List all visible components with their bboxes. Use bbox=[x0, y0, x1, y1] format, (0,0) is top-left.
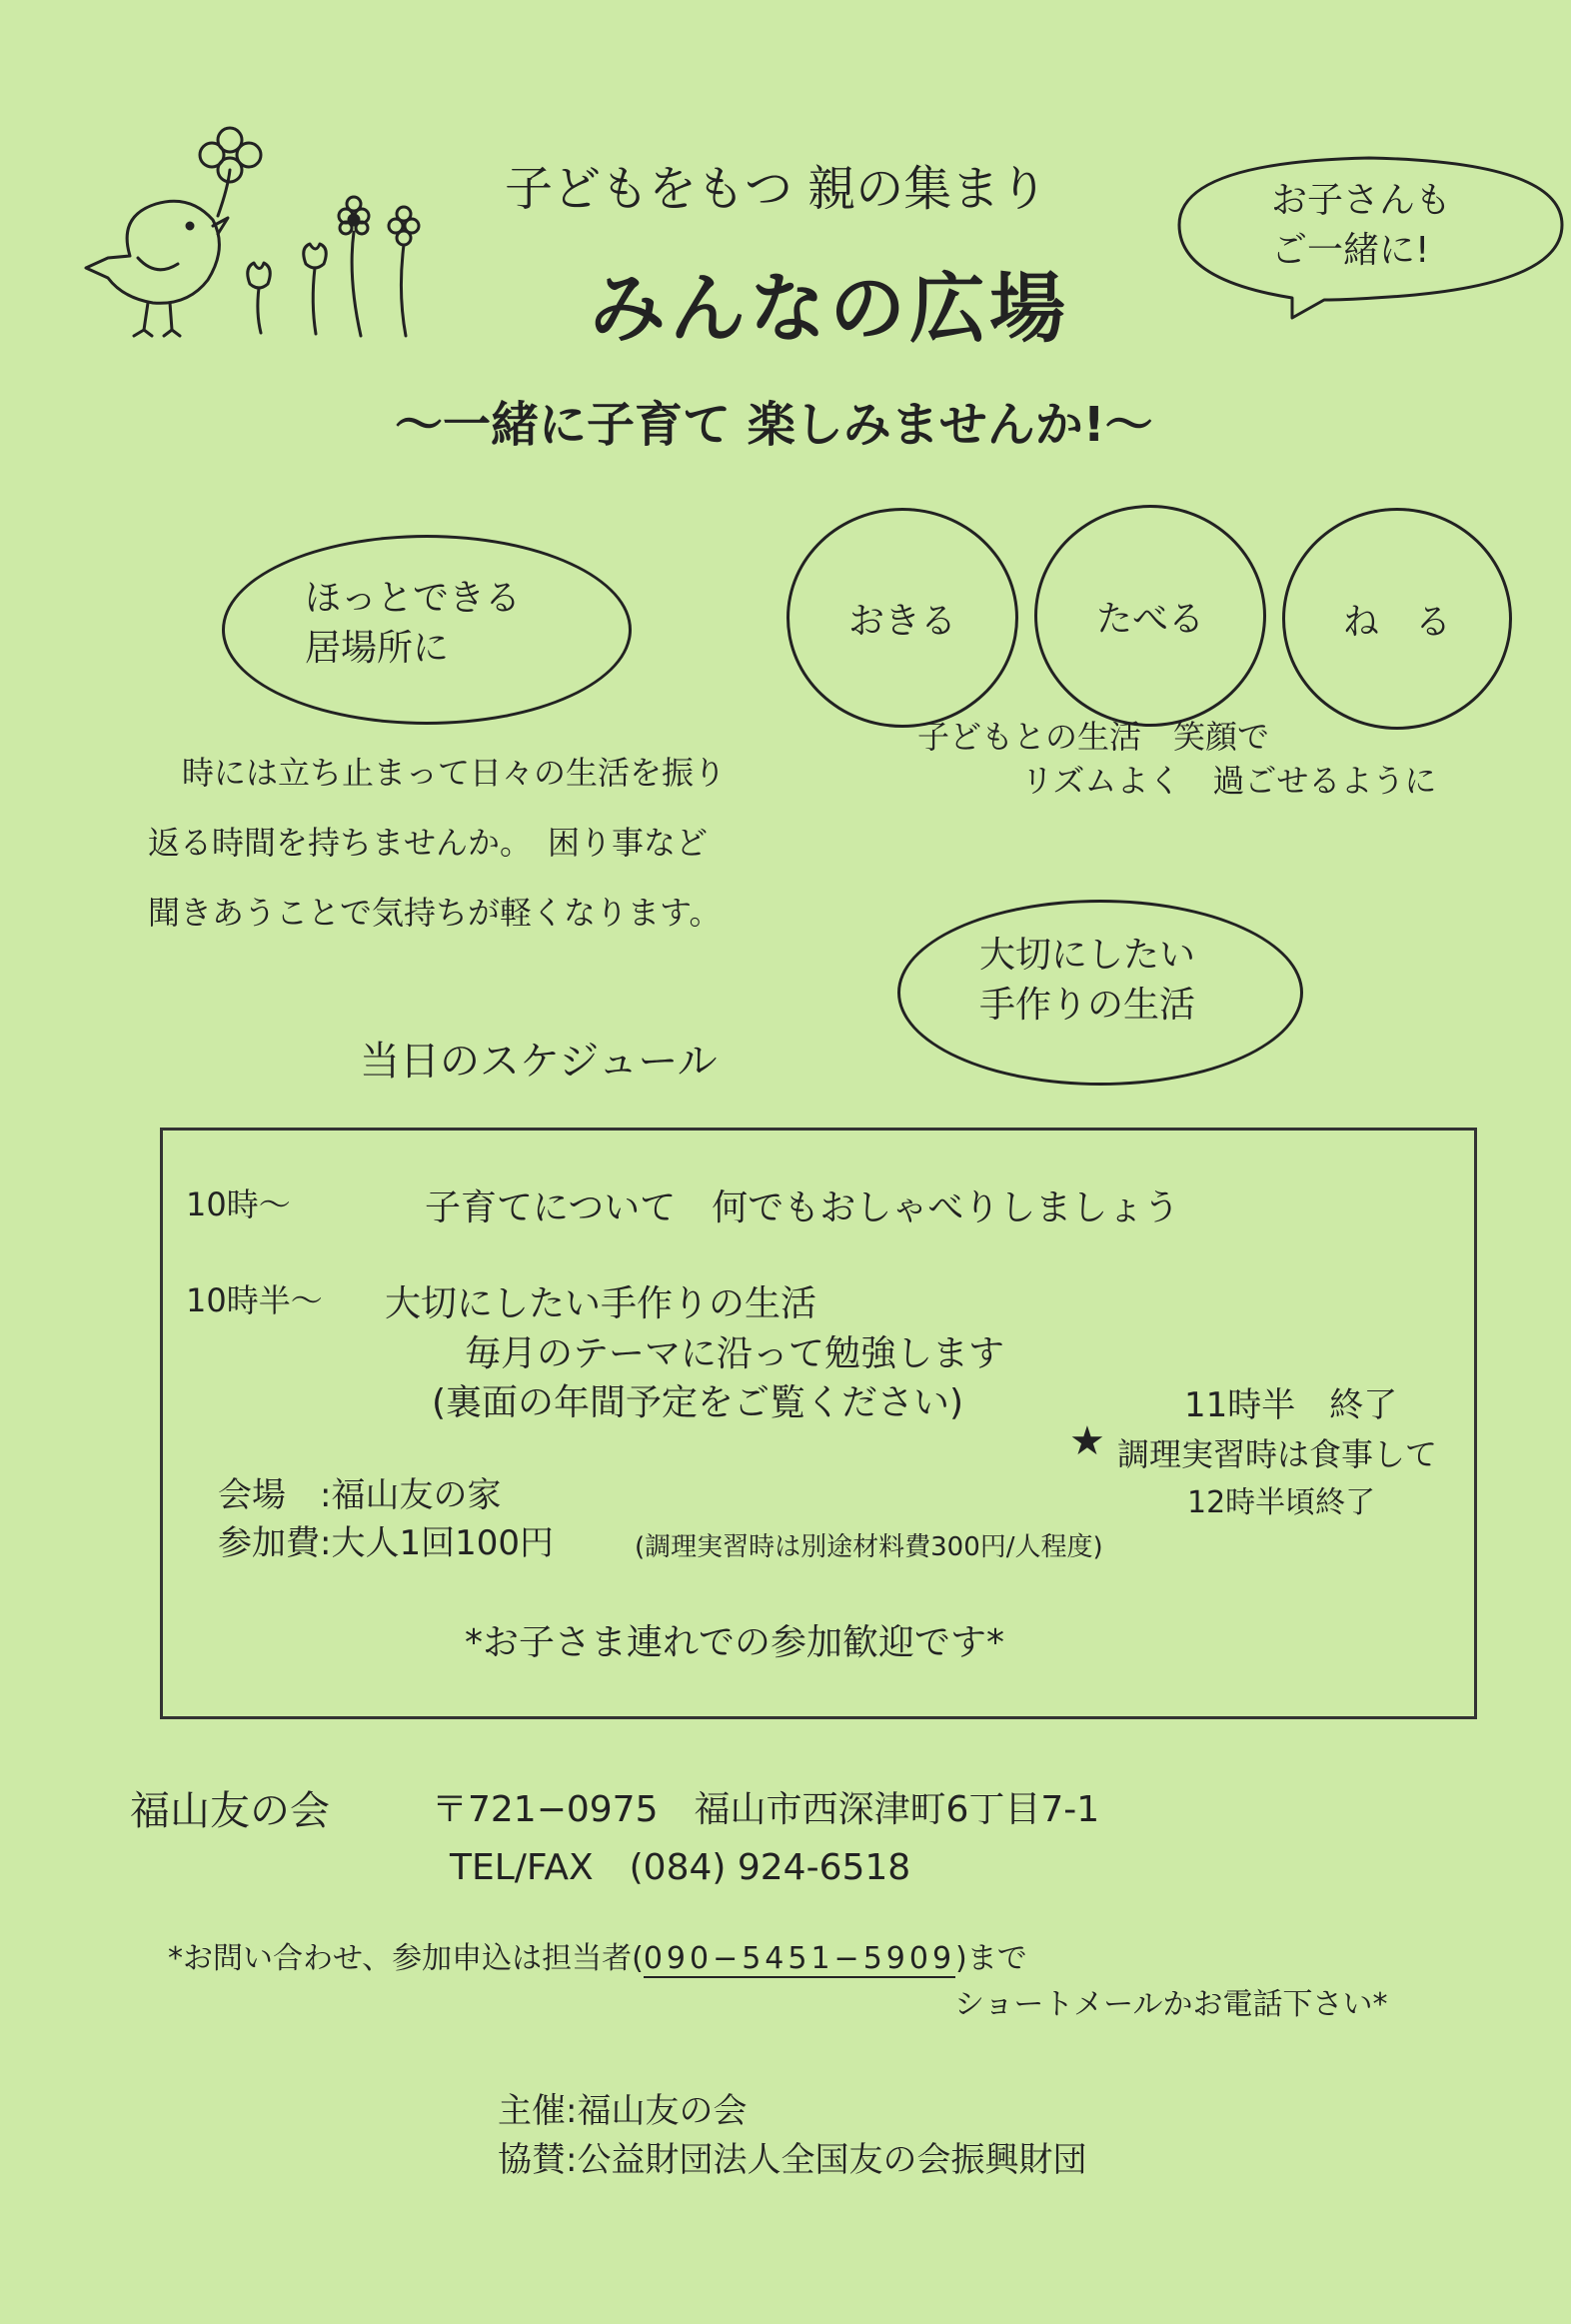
venue: 会場 :福山友の家 bbox=[218, 1475, 502, 1515]
welcome-note: *お子さま連れでの参加歓迎です* bbox=[465, 1622, 1005, 1663]
schedule-item2-sub2: (裏面の年間予定をご覧ください) bbox=[432, 1382, 964, 1423]
schedule-item2-text: 大切にしたい手作りの生活 bbox=[385, 1283, 817, 1324]
inquiry-line2: ショートメールかお電話下さい* bbox=[954, 1987, 1388, 2022]
circle-eat-label: たべる bbox=[1095, 598, 1204, 640]
event-subtitle: 子どもをもつ 親の集まり bbox=[505, 161, 1048, 217]
inquiry-prefix: *お問い合わせ、参加申込は担当者( bbox=[168, 1941, 644, 1976]
org-address: 〒721−0975 福山市西深津町6丁目7-1 bbox=[432, 1789, 1100, 1830]
circle-wake-label: おきる bbox=[847, 600, 956, 642]
org-tel: TEL/FAX (084) 924-6518 bbox=[450, 1847, 911, 1888]
inquiry-phone: 090−5451−5909 bbox=[643, 1941, 956, 1976]
bubble-text-line1: お子さんも bbox=[1271, 180, 1452, 221]
schedule-item2-time: 10時半〜 bbox=[186, 1281, 323, 1319]
intro-line3: 聞きあうことで気持ちが軽くなります。 bbox=[148, 894, 722, 932]
circle-sleep bbox=[1282, 508, 1512, 730]
schedule-heading: 当日のスケジュール bbox=[360, 1039, 718, 1085]
host: 主催:福山友の会 bbox=[498, 2091, 748, 2131]
schedule-item1-text: 子育てについて 何でもおしゃべりしましょう bbox=[425, 1187, 1180, 1228]
bubble-text-line2: ご一緒に! bbox=[1271, 230, 1430, 271]
circle-eat bbox=[1034, 505, 1266, 727]
star-icon: ★ bbox=[1069, 1418, 1105, 1464]
comfort-place-line2: 居場所に bbox=[305, 628, 450, 669]
handmade-life-line1: 大切にしたい bbox=[979, 935, 1196, 976]
event-tagline: 〜一緒に子育て 楽しみませんか!〜 bbox=[395, 397, 1153, 453]
sponsor: 協賛:公益財団法人全国友の会振興財団 bbox=[498, 2140, 1087, 2180]
circles-caption-line2: リズムよく 過ごせるように bbox=[1021, 762, 1437, 800]
fee-note: (調理実習時は別途材料費300円/人程度) bbox=[635, 1532, 1103, 1562]
inquiry-line1 bbox=[168, 1933, 1027, 1977]
cooking-note-line2: 12時半頃終了 bbox=[1187, 1485, 1376, 1520]
handmade-life-line2: 手作りの生活 bbox=[979, 985, 1196, 1026]
cooking-note-line1: 調理実習時は食事して bbox=[1117, 1435, 1438, 1473]
intro-line2: 返る時間を持ちませんか。 困り事など bbox=[148, 824, 709, 862]
circle-sleep-label: ね る bbox=[1342, 601, 1451, 643]
circle-wake bbox=[786, 508, 1018, 728]
schedule-item1-time: 10時〜 bbox=[186, 1185, 291, 1223]
event-title: みんなの広場 bbox=[590, 264, 1069, 353]
schedule-end-time: 11時半 終了 bbox=[1184, 1385, 1398, 1425]
fee-main: 参加費:大人1回100円 bbox=[218, 1523, 554, 1563]
bird-flowers-illustration bbox=[78, 108, 458, 348]
inquiry-suffix: )まで bbox=[955, 1941, 1027, 1976]
schedule-item2-sub1: 毎月のテーマに沿って勉強します bbox=[465, 1333, 1005, 1374]
circles-caption-line1: 子どもとの生活 笑顔で bbox=[917, 718, 1270, 756]
comfort-place-line1: ほっとできる bbox=[305, 578, 522, 619]
intro-line1: 時には立ち止まって日々の生活を振り bbox=[182, 754, 727, 792]
org-name: 福山友の会 bbox=[130, 1788, 330, 1834]
